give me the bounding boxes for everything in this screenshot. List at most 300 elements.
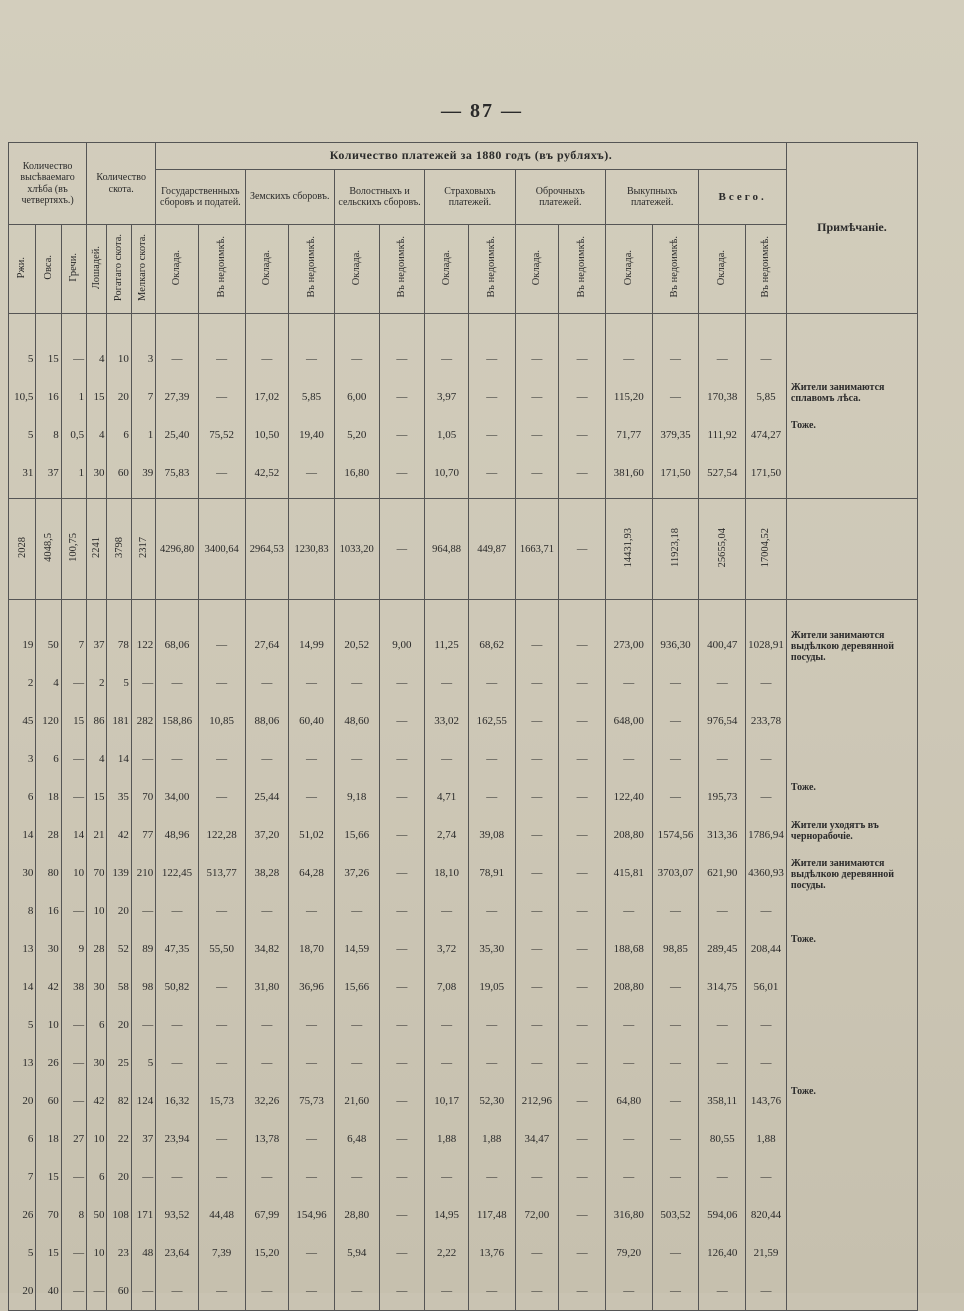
table-cell: 52,30 — [468, 1082, 515, 1120]
table-cell: 25 — [107, 1044, 131, 1082]
table-cell: — — [334, 1272, 379, 1311]
table-cell: — — [652, 1158, 699, 1196]
table-cell: 48 — [131, 1234, 155, 1272]
table-cell: 30 — [87, 968, 107, 1006]
table-cell: 3,72 — [425, 930, 469, 968]
table-cell: — — [289, 664, 335, 702]
table-cell: 42 — [36, 968, 61, 1006]
table-cell: 16,32 — [156, 1082, 199, 1120]
table-cell: 58 — [107, 968, 131, 1006]
table-cell: 13,78 — [245, 1120, 289, 1158]
table-cell: 273,00 — [605, 626, 652, 664]
table-cell: 30 — [87, 1044, 107, 1082]
table-cell: — — [131, 664, 155, 702]
table-cell: — — [61, 1272, 86, 1311]
table-cell: 33,02 — [425, 702, 469, 740]
table-cell: 15,66 — [334, 968, 379, 1006]
table-cell: 10,50 — [245, 416, 289, 454]
table-cell: 78,91 — [468, 854, 515, 892]
table-cell: — — [156, 892, 199, 930]
table-cell: — — [699, 1158, 746, 1196]
table-cell: — — [515, 702, 559, 740]
table-cell: — — [245, 340, 289, 378]
table-cell: — — [156, 340, 199, 378]
table-cell: 15 — [36, 1234, 61, 1272]
table-cell: 60 — [107, 454, 131, 492]
table-cell: — — [699, 664, 746, 702]
table-cell: — — [131, 1006, 155, 1044]
table-cell: — — [699, 1044, 746, 1082]
table-cell: — — [468, 664, 515, 702]
table-cell: — — [198, 1044, 245, 1082]
table-cell: 11,25 — [425, 626, 469, 664]
table-cell: — — [61, 1158, 86, 1196]
table-cell: 208,80 — [605, 968, 652, 1006]
table-cell: — — [468, 454, 515, 492]
table-cell: — — [425, 1158, 469, 1196]
table-cell: — — [61, 1044, 86, 1082]
table-cell: 9,18 — [334, 778, 379, 816]
table-cell: 1,05 — [425, 416, 469, 454]
row-note — [786, 664, 917, 702]
col-zemstvo-arrears: Въ недоимкѣ. — [289, 225, 335, 314]
table-cell: 5 — [9, 1006, 36, 1044]
table-cell: 120 — [36, 702, 61, 740]
table-row — [9, 892, 918, 930]
table-cell: 111,92 — [699, 416, 746, 454]
table-cell: — — [425, 1272, 469, 1311]
table-cell: 70 — [87, 854, 107, 892]
table-cell: 56,01 — [746, 968, 787, 1006]
table-cell: 28,80 — [334, 1196, 379, 1234]
table-cell: — — [652, 664, 699, 702]
table-cell: 19,05 — [468, 968, 515, 1006]
table-cell: — — [515, 892, 559, 930]
table-cell: 4,71 — [425, 778, 469, 816]
table-cell: 181 — [107, 702, 131, 740]
table-cell: 75,83 — [156, 454, 199, 492]
table-cell: — — [559, 702, 606, 740]
table-cell: — — [652, 892, 699, 930]
table-cell: — — [379, 416, 425, 454]
table-cell: — — [379, 340, 425, 378]
table-cell: 7,08 — [425, 968, 469, 1006]
table-cell: — — [559, 1044, 606, 1082]
table-cell: 14,59 — [334, 930, 379, 968]
table-cell: 16 — [36, 892, 61, 930]
table-cell: — — [198, 968, 245, 1006]
row-note — [786, 968, 917, 1006]
table-row — [9, 854, 918, 892]
header-total: Всего. — [699, 170, 787, 225]
table-cell: 282 — [131, 702, 155, 740]
table-cell: 42,52 — [245, 454, 289, 492]
table-cell: 233,78 — [746, 702, 787, 740]
table-row — [9, 1082, 918, 1120]
table-cell: — — [652, 1082, 699, 1120]
table-cell: 14,95 — [425, 1196, 469, 1234]
table-cell: — — [746, 1272, 787, 1311]
table-cell: — — [379, 1196, 425, 1234]
table-row — [9, 1234, 918, 1272]
row-note: Жители уходятъ въ чернорабочіе. — [786, 816, 917, 854]
table-cell: 30 — [9, 854, 36, 892]
header-insurance: Страховыхъ платежей. — [425, 170, 515, 225]
table-cell: — — [198, 740, 245, 778]
table-cell: 8 — [36, 416, 61, 454]
table-cell: 30 — [36, 930, 61, 968]
table-row — [9, 740, 918, 778]
col-insurance-arrears: Въ недоимкѣ. — [468, 225, 515, 314]
total-cell: 100,75 — [61, 499, 86, 600]
table-cell: 14 — [61, 816, 86, 854]
table-cell: 67,99 — [245, 1196, 289, 1234]
table-cell: — — [156, 1272, 199, 1311]
table-row — [9, 626, 918, 664]
table-cell: — — [746, 1006, 787, 1044]
table-cell: 93,52 — [156, 1196, 199, 1234]
table-cell: 25,40 — [156, 416, 199, 454]
table-cell: 13 — [9, 1044, 36, 1082]
table-cell: — — [515, 740, 559, 778]
table-row — [9, 778, 918, 816]
table-cell: 170,38 — [699, 378, 746, 416]
total-cell: 1230,83 — [289, 499, 335, 600]
table-cell: — — [198, 378, 245, 416]
table-cell: — — [652, 1006, 699, 1044]
table-cell: — — [425, 740, 469, 778]
col-insurance-assessed: Оклада. — [425, 225, 469, 314]
table-cell: 208,44 — [746, 930, 787, 968]
total-cell: 14431,93 — [605, 499, 652, 600]
table-cell: — — [289, 1158, 335, 1196]
table-cell: — — [559, 740, 606, 778]
table-cell: — — [468, 1158, 515, 1196]
table-cell: — — [379, 1272, 425, 1311]
table-cell: 5,20 — [334, 416, 379, 454]
table-cell: 9,00 — [379, 626, 425, 664]
table-cell: — — [559, 416, 606, 454]
table-row — [9, 664, 918, 702]
table-cell: — — [61, 1082, 86, 1120]
table-cell: 34,47 — [515, 1120, 559, 1158]
header-payments: Количество платежей за 1880 годъ (въ рубляхъ). — [156, 143, 787, 170]
row-note — [786, 892, 917, 930]
table-cell: — — [289, 1006, 335, 1044]
row-note: Тоже. — [786, 930, 917, 968]
table-cell: 16,80 — [334, 454, 379, 492]
col-quitrent-arrears: Въ недоимкѣ. — [559, 225, 606, 314]
table-cell: 35 — [107, 778, 131, 816]
table-cell: 48,60 — [334, 702, 379, 740]
col-volost-arrears: Въ недоимкѣ. — [379, 225, 425, 314]
table-cell: — — [559, 1006, 606, 1044]
table-cell: — — [515, 1006, 559, 1044]
table-cell: 1 — [61, 454, 86, 492]
table-cell: 5 — [131, 1044, 155, 1082]
table-cell: 171,50 — [652, 454, 699, 492]
table-cell: 621,90 — [699, 854, 746, 892]
table-cell: 10 — [87, 1234, 107, 1272]
table-cell: 39,08 — [468, 816, 515, 854]
table-cell: 23 — [107, 1234, 131, 1272]
table-cell: 3 — [9, 740, 36, 778]
table-cell: — — [379, 740, 425, 778]
table-cell: — — [245, 1158, 289, 1196]
table-cell: — — [198, 892, 245, 930]
row-note — [786, 454, 917, 492]
table-cell: — — [334, 340, 379, 378]
total-cell: 3400,64 — [198, 499, 245, 600]
table-cell: 42 — [87, 1082, 107, 1120]
table-cell: — — [559, 1272, 606, 1311]
header-state: Государственныхъ сборовъ и податей. — [156, 170, 245, 225]
table-cell: — — [515, 930, 559, 968]
table-cell: 2 — [87, 664, 107, 702]
table-cell: 75,73 — [289, 1082, 335, 1120]
table-cell: 34,82 — [245, 930, 289, 968]
table-row — [9, 816, 918, 854]
table-cell: 4360,93 — [746, 854, 787, 892]
header-zemstvo: Земскихъ сборовъ. — [245, 170, 334, 225]
table-cell: — — [652, 1044, 699, 1082]
table-cell: — — [379, 930, 425, 968]
table-cell: 70 — [131, 778, 155, 816]
table-cell: — — [379, 778, 425, 816]
table-cell: — — [468, 778, 515, 816]
table-cell: 35,30 — [468, 930, 515, 968]
total-cell: 3798 — [107, 499, 131, 600]
table-cell: 158,86 — [156, 702, 199, 740]
table-cell: — — [245, 1044, 289, 1082]
table-cell: — — [425, 1006, 469, 1044]
table-cell: 415,81 — [605, 854, 652, 892]
row-note — [786, 340, 917, 378]
table-cell: 60 — [36, 1082, 61, 1120]
table-cell: 18 — [36, 778, 61, 816]
table-cell: — — [379, 854, 425, 892]
table-cell: 18 — [36, 1120, 61, 1158]
table-cell: 55,50 — [198, 930, 245, 968]
table-cell: 314,75 — [699, 968, 746, 1006]
table-cell: 210 — [131, 854, 155, 892]
table-cell: 44,48 — [198, 1196, 245, 1234]
table-cell: 26 — [9, 1196, 36, 1234]
table-cell: — — [559, 340, 606, 378]
table-cell: 52 — [107, 930, 131, 968]
table-cell: 80,55 — [699, 1120, 746, 1158]
table-cell: — — [379, 664, 425, 702]
table-cell: — — [605, 892, 652, 930]
col-quitrent-assessed: Оклада. — [515, 225, 559, 314]
table-cell: 3,97 — [425, 378, 469, 416]
table-cell: — — [515, 378, 559, 416]
table-cell: 10 — [87, 1120, 107, 1158]
table-cell: — — [559, 1196, 606, 1234]
table-cell: 6 — [87, 1158, 107, 1196]
row-note — [786, 740, 917, 778]
table-cell: 5 — [9, 340, 36, 378]
row-note — [786, 1196, 917, 1234]
table-row — [9, 1120, 918, 1158]
table-cell: 15 — [61, 702, 86, 740]
table-cell: 64,80 — [605, 1082, 652, 1120]
table-cell: — — [652, 1234, 699, 1272]
table-cell: — — [425, 1044, 469, 1082]
table-cell: 38 — [61, 968, 86, 1006]
table-cell: 70 — [36, 1196, 61, 1234]
table-cell: — — [652, 340, 699, 378]
table-cell: — — [334, 740, 379, 778]
row-note — [786, 702, 917, 740]
table-cell: — — [515, 1044, 559, 1082]
table-cell: — — [131, 740, 155, 778]
table-cell: 27,39 — [156, 378, 199, 416]
table-cell: 316,80 — [605, 1196, 652, 1234]
total-cell: 11923,18 — [652, 499, 699, 600]
row-note: Тоже. — [786, 1082, 917, 1120]
col-cattle: Рогатаго скота. — [107, 225, 131, 314]
table-cell: — — [468, 1044, 515, 1082]
table-cell: 14 — [9, 968, 36, 1006]
table-cell: — — [289, 740, 335, 778]
table-cell: 19 — [9, 626, 36, 664]
table-cell: 212,96 — [515, 1082, 559, 1120]
table-cell: 88,06 — [245, 702, 289, 740]
table-cell: — — [559, 1158, 606, 1196]
table-cell: 20 — [9, 1082, 36, 1120]
table-cell: 71,77 — [605, 416, 652, 454]
row-note: Тоже. — [786, 416, 917, 454]
table-cell: — — [379, 1158, 425, 1196]
table-cell: 1,88 — [468, 1120, 515, 1158]
table-cell: 1 — [131, 416, 155, 454]
table-cell: — — [198, 1272, 245, 1311]
table-cell: 22 — [107, 1120, 131, 1158]
table-cell: — — [156, 1158, 199, 1196]
table-cell: — — [605, 1006, 652, 1044]
table-cell: 154,96 — [289, 1196, 335, 1234]
table-cell: 9 — [61, 930, 86, 968]
total-row — [9, 499, 918, 600]
header-notes: Примѣчаніе. — [786, 143, 917, 314]
table-cell: 936,30 — [652, 626, 699, 664]
table-cell: 2,22 — [425, 1234, 469, 1272]
table-cell: 13,76 — [468, 1234, 515, 1272]
table-cell: 124 — [131, 1082, 155, 1120]
table-cell: 14,99 — [289, 626, 335, 664]
table-cell: — — [559, 378, 606, 416]
table-row — [9, 1044, 918, 1082]
table-cell: 122,45 — [156, 854, 199, 892]
table-cell: 648,00 — [605, 702, 652, 740]
table-cell: 26 — [36, 1044, 61, 1082]
table-cell: — — [156, 664, 199, 702]
table-cell: 5,85 — [746, 378, 787, 416]
total-cell: 2028 — [9, 499, 36, 600]
table-cell: 50,82 — [156, 968, 199, 1006]
table-cell: — — [131, 1272, 155, 1311]
table-cell: 3 — [131, 340, 155, 378]
table-cell: 10,17 — [425, 1082, 469, 1120]
table-body — [9, 314, 918, 1311]
table-cell: 37,20 — [245, 816, 289, 854]
table-cell: 7,39 — [198, 1234, 245, 1272]
total-cell: — — [379, 499, 425, 600]
table-cell: 6,48 — [334, 1120, 379, 1158]
table-cell: — — [131, 1158, 155, 1196]
table-cell: 39 — [131, 454, 155, 492]
table-cell: 195,73 — [699, 778, 746, 816]
table-cell: 10 — [61, 854, 86, 892]
row-note — [786, 1044, 917, 1082]
table-cell: — — [379, 816, 425, 854]
table-cell: — — [652, 702, 699, 740]
table-cell: 15 — [36, 1158, 61, 1196]
table-cell: — — [379, 1044, 425, 1082]
table-cell: 6,00 — [334, 378, 379, 416]
table-cell: 14 — [107, 740, 131, 778]
table-cell: 25,44 — [245, 778, 289, 816]
col-rye: Ржи. — [9, 225, 36, 314]
table-cell: 15 — [36, 340, 61, 378]
table-cell: 20 — [107, 1158, 131, 1196]
table-cell: 8 — [9, 892, 36, 930]
row-note — [786, 1158, 917, 1196]
table-cell: — — [652, 968, 699, 1006]
table-cell: 47,35 — [156, 930, 199, 968]
row-note — [786, 1120, 917, 1158]
table-cell: — — [131, 892, 155, 930]
header-grain: Количество высѣваемаго хлѣба (въ четвертяхъ.) — [9, 143, 87, 225]
table-cell: 10 — [87, 892, 107, 930]
table-cell: — — [515, 340, 559, 378]
table-cell: — — [515, 1234, 559, 1272]
table-cell: — — [559, 930, 606, 968]
table-cell: 75,52 — [198, 416, 245, 454]
table-cell: — — [559, 892, 606, 930]
table-cell: — — [198, 1120, 245, 1158]
table-cell: — — [699, 1006, 746, 1044]
table-cell: 37 — [87, 626, 107, 664]
table-cell: — — [746, 1044, 787, 1082]
table-cell: — — [156, 1006, 199, 1044]
table-cell: 126,40 — [699, 1234, 746, 1272]
table-cell: 10,85 — [198, 702, 245, 740]
table-cell: — — [468, 378, 515, 416]
table-cell: 400,47 — [699, 626, 746, 664]
table-cell: 143,76 — [746, 1082, 787, 1120]
table-cell: 98 — [131, 968, 155, 1006]
table-cell: — — [468, 1272, 515, 1311]
table-cell: — — [87, 1272, 107, 1311]
table-row — [9, 1158, 918, 1196]
table-cell: 4 — [36, 664, 61, 702]
total-cell: 2317 — [131, 499, 155, 600]
table-cell: — — [245, 892, 289, 930]
table-cell: 20 — [9, 1272, 36, 1311]
table-cell: — — [746, 1158, 787, 1196]
table-cell: — — [468, 416, 515, 454]
table-cell: — — [156, 1044, 199, 1082]
table-cell: — — [605, 1272, 652, 1311]
table-cell: 381,60 — [605, 454, 652, 492]
total-cell: 1033,20 — [334, 499, 379, 600]
table-cell: 77 — [131, 816, 155, 854]
table-cell: 15 — [87, 378, 107, 416]
table-cell: 78 — [107, 626, 131, 664]
table-cell: — — [334, 664, 379, 702]
